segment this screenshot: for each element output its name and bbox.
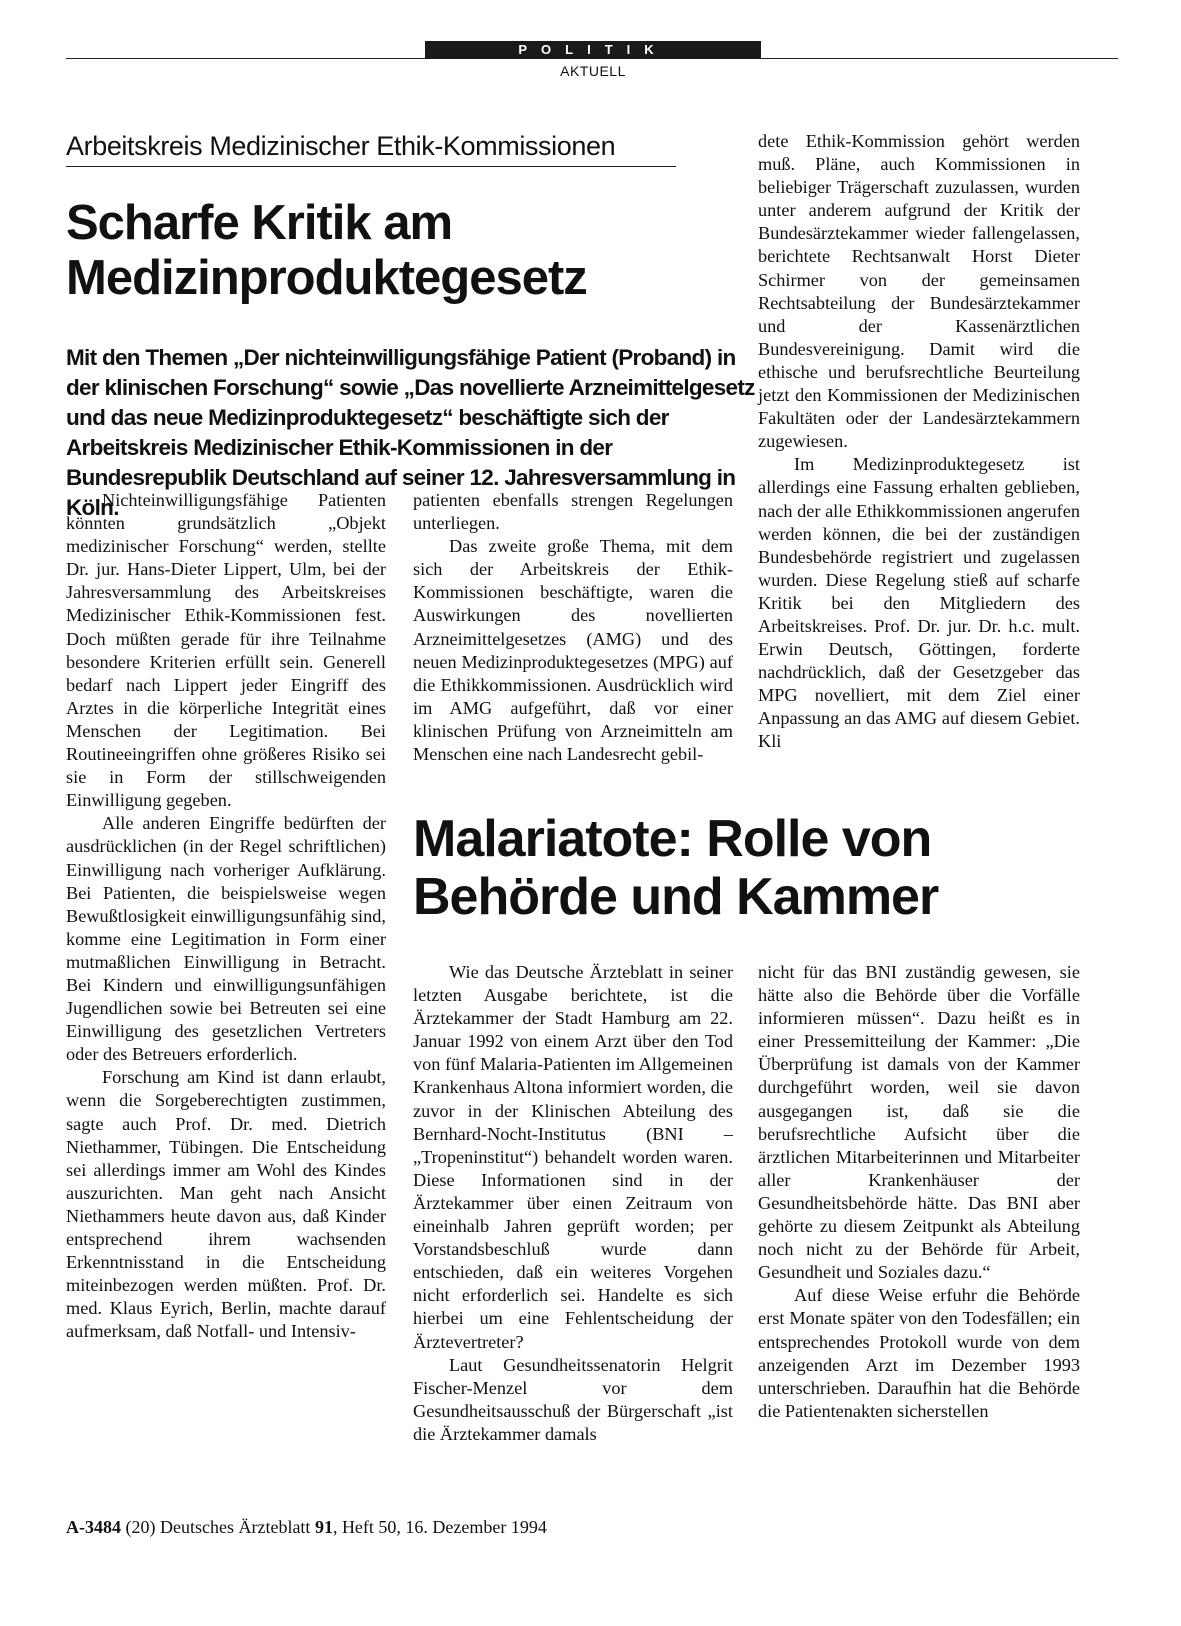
article-column-1 [66,489,386,1343]
article-headline [66,196,756,306]
paragraph: dete Ethik-Kommission gehört werden muß. Pläne, auch Kommissionen in beliebiger Trägerschaft zuzulassen, wurden unter anderem aufgrund der Kritik der Bundesärztekammer wieder fallengelassen, berichtete Rechtsanwalt Horst Dieter Schirmer von der gemeinsamen Rechtsabteilung der Bundesärztekammer und der Kassenärztlichen Bundesvereinigung. Damit wird die ethische und berufsrechtliche Beurteilung jetzt den Kommissionen der Medizinischen Fakultäten oder der Landesärztekammern zugewiesen. [758,131,1080,452]
headline-line-1: Malariatote: Rolle von [413,810,932,868]
paragraph: Laut Gesundheitssenatorin Helgrit Fischer-Menzel vor dem Gesundheitsausschuß der Bürgerschaft „ist die Ärztekammer damals [413,1354,733,1444]
page-code: A-3484 [66,1517,121,1537]
headline-line-2: Medizinproduktegesetz [66,250,587,305]
paragraph: Forschung am Kind ist dann erlaubt, wenn die Sorgeberechtigten zustimmen, sagte auch Prof. Dr. med. Dietrich Niethammer, Tübingen. Die Entscheidung sei allerdings immer am Wohl des Kindes auszurichten. Man geht nach Ansicht Niethammers heute davon aus, daß Kinder entsprechend ihrem wachsenden Erkenntnisstand in die Entscheidung miteinbezogen werden müßten. Prof. Dr. med. Klaus Eyrich, Berlin, machte darauf aufmerksam, daß Notfall- und Intensiv- [66,1067,386,1342]
article-kicker: Arbeitskreis Medizinischer Ethik-Kommissionen [66,131,676,167]
section-label: POLITIK [425,41,761,59]
article-column-2 [413,489,733,766]
headline-line-2: Behörde und Kammer [413,868,939,927]
paragraph: Auf diese Weise erfuhr die Behörde erst Monate später von den Todesfällen; ein entsprechendes Protokoll wurde von dem anzeigenden Arzt im Dezember 1993 unterschrieben. Daraufhin hat die Behörde die Patientenakten sicherstellen [758,1285,1080,1421]
paragraph: nicht für das BNI zuständig gewesen, sie hätte also die Behörde über die Vorfälle informieren müssen“. Dazu heißt es in einer Pressemitteilung der Kammer: „Die Überprüfung ist damals von der Kammer durchgeführt worden, weil sie davon ausgegangen ist, daß sie die berufsrechtliche Aufsicht über die ärztlichen Mitarbeiterinnen und Mitarbeiter aller Krankenhäuser der Gesundheitsbehörde hätte. Das BNI aber gehörte zu diesem Zeitpunkt als Abteilung noch nicht zu der Behörde für Arbeit, Gesundheit und Soziales dazu.“ [758,962,1080,1283]
second-article-headline [413,810,1093,926]
subsection-label: AKTUELL [560,63,626,79]
paragraph: Das zweite große Thema, mit dem sich der Arbeitskreis der Ethik-Kommissionen beschäftigte, waren die Auswirkungen des novellierten Arzneimittelgesetzes (AMG) und des neuen Medizinproduktegesetzes (MPG) auf die Ethikkommissionen. Ausdrücklich wird im AMG aufgeführt, daß vor einer klinischen Prüfung von Arzneimitteln am Menschen eine nach Landesrecht gebil- [413,536,733,765]
citation-start: (20) Deutsches Ärzteblatt [125,1517,311,1537]
article-lead: Mit den Themen „Der nichteinwilligungsfähige Patient (Proband) in der klinischen Forschung“ sowie „Das novellierte Arzneimittelgesetz und das neue Medizinproduktegesetz“ beschäftigte sich der Arbeitskreis Medizinischer Ethik-Kommissionen in der Bundesrepublik Deutschland auf seiner 12. Jahresversammlung in Köln. [66,345,755,520]
article-column-3 [758,130,1080,754]
citation-end: , Heft 50, 16. Dezember 1994 [332,1517,547,1537]
paragraph: Alle anderen Eingriffe bedürften der ausdrücklichen (in der Regel schriftlichen) Einwilligung nach vorheriger Aufklärung. Bei Patienten, die beispielsweise wegen Bewußtlosigkeit einwilligungsunfähig sind, komme eine Legitimation in Form einer mutmaßlichen Einwilligung in Betracht. Bei Kindern und einwilligungsunfähigen Jugendlichen sowie bei Betreuten sei eine Einwilligung des gesetzlichen Vertreters oder des Betreuers erforderlich. [66,813,386,1065]
paragraph: patienten ebenfalls strengen Regelungen unterliegen. [413,490,733,534]
page-footer [66,1517,547,1538]
paragraph: Nichteinwilligungsfähige Patienten könnten grundsätzlich „Objekt medizinischer Forschung“ werden, stellte Dr. jur. Hans-Dieter Lippert, Ulm, bei der Jahresversammlung des Arbeitskreises Medizinischer Ethik-Kommissionen fest. Doch müßten gerade für ihre Teilnahme besondere Kriterien erfüllt sein. Generell bedarf nach Lippert jeder Eingriff des Arztes in die körperliche Integrität eines Menschen der Legitimation. Bei Routineeingriffen ohne größeres Risiko sei sie in Form der stillschweigenden Einwilligung gegeben. [66,490,386,811]
headline-line-1: Scharfe Kritik am [66,196,453,250]
paragraph: Wie das Deutsche Ärzteblatt in seiner letzten Ausgabe berichtete, ist die Ärztekammer der Stadt Hamburg am 22. Januar 1992 von einem Arzt über den Tod von fünf Malaria-Patienten im Allgemeinen Krankenhaus Altona informiert worden, die zuvor in der Klinischen Abteilung des Bernhard-Nocht-Institutus (BNI – „Tropeninstitut“) behandelt worden waren. Diese Informationen sind in der Ärztekammer über einen Zeitraum von eineinhalb Jahren geprüft worden; per Vorstandsbeschluß wurde dann entschieden, daß ein weiteres Vorgehen nicht erforderlich sei. Handelte es sich hierbei um eine Fehlentscheidung der Ärztevertreter? [413,962,733,1352]
second-article-column-1 [413,961,733,1446]
paragraph: Im Medizinproduktegesetz ist allerdings eine Fassung erhalten geblieben, nach der alle Ethikkommissionen angerufen werden können, die bei der zuständigen Bundesbehörde registriert und zugelassen wurden. Diese Regelung stieß auf scharfe Kritik bei den Mitgliedern des Arbeitskreises. Prof. Dr. jur. Dr. h.c. mult. Erwin Deutsch, Göttingen, forderte nachdrücklich, daß der Gesetzgeber das MPG novelliert, mit dem Ziel einer Anpassung an das AMG auf diesem Gebiet. Kli [758,454,1080,752]
volume-number: 91 [314,1517,333,1537]
second-article-column-2 [758,961,1080,1423]
